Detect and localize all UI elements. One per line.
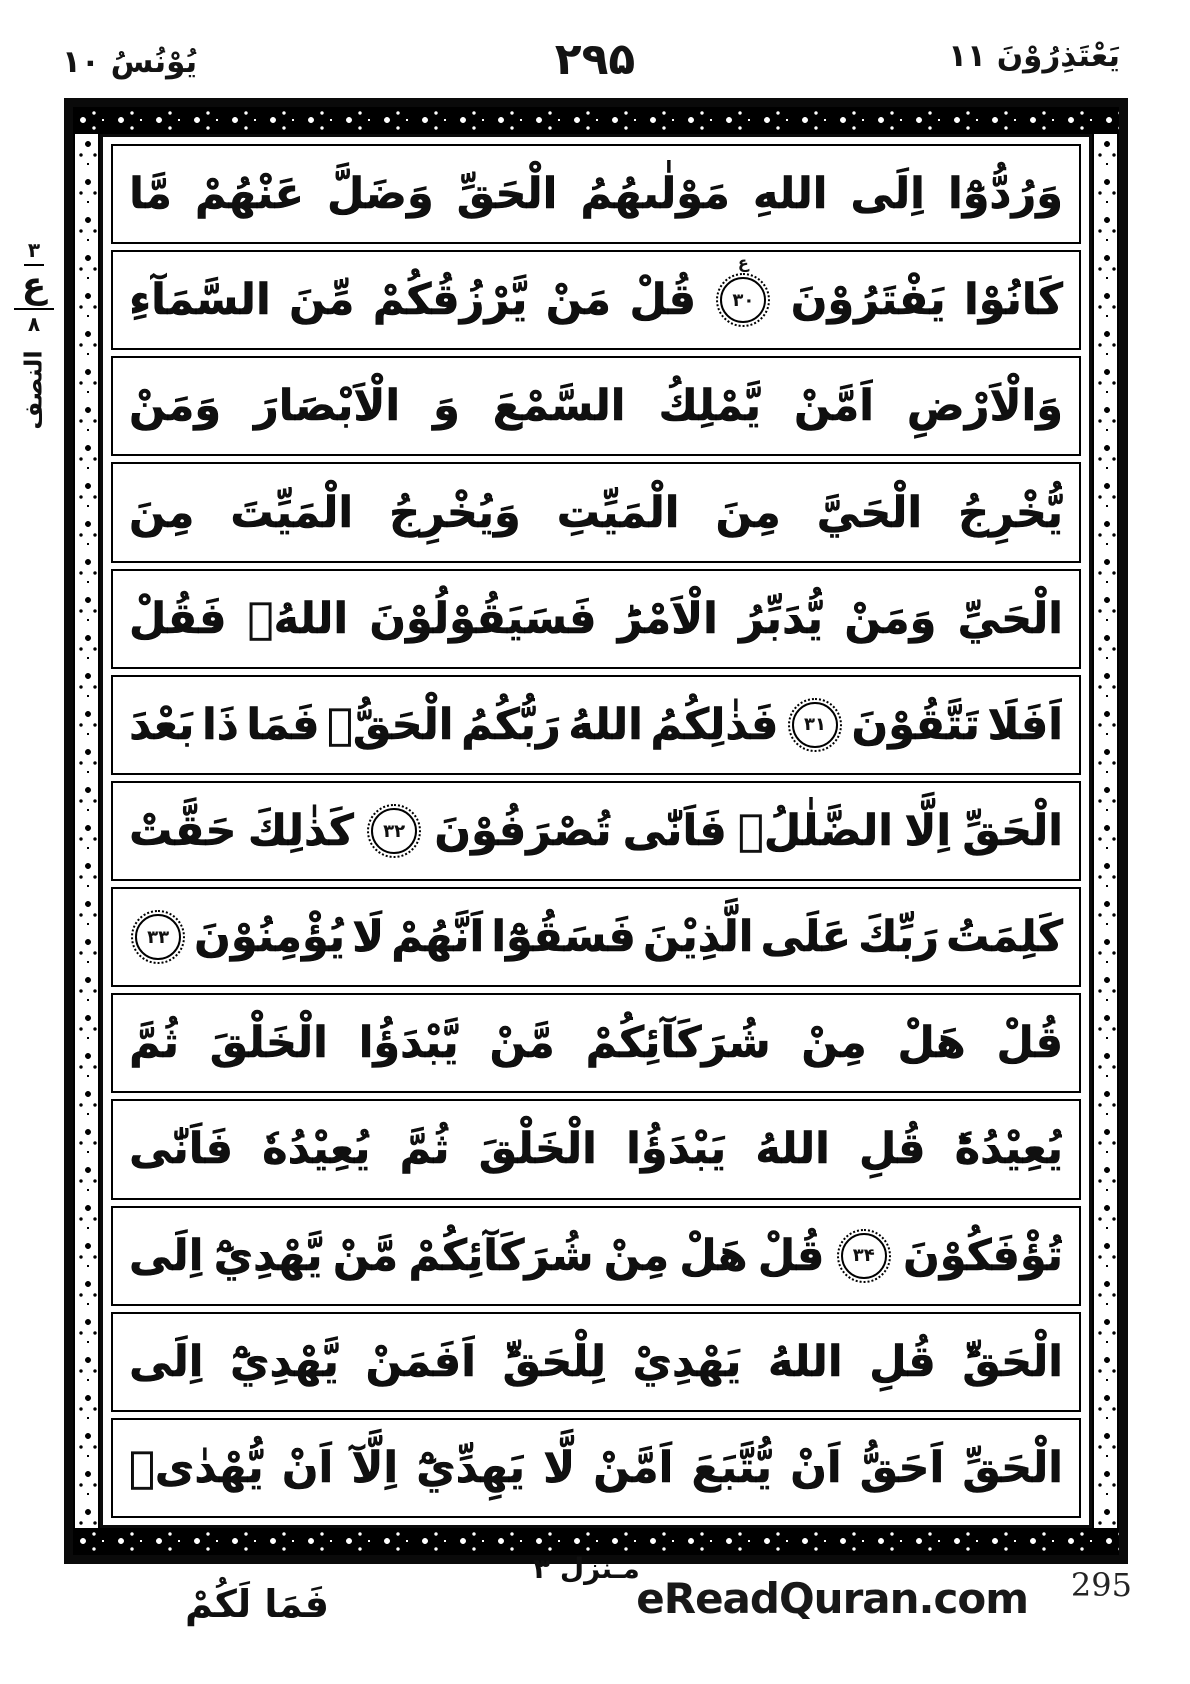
quran-word: وَالْاَرْضِ: [906, 381, 1063, 432]
quran-word: رَبِّكَ: [858, 912, 940, 963]
quran-word: اللهُ: [768, 1336, 843, 1387]
quran-word: مَّا: [129, 169, 172, 220]
quran-line: [111, 1206, 1081, 1306]
quran-word: اَمَّنْ: [793, 381, 874, 432]
quran-line: [111, 993, 1081, 1093]
half-juz-label: النصف: [19, 349, 48, 430]
quran-word: ذَا: [201, 699, 239, 750]
quran-word: الْمَيِّتِ: [556, 487, 680, 538]
quran-word: السَّمَآءِ: [129, 275, 271, 326]
quran-word: يَّبْدَؤُا: [358, 1018, 459, 1069]
header-page-number-arabic: ۲۹۵: [554, 34, 636, 85]
quran-line: [111, 356, 1081, 456]
ayah-end-marker: ۳۳: [135, 914, 181, 960]
quran-word: اَفَمَنْ: [365, 1336, 476, 1387]
quran-word: اللهُۚ: [247, 593, 349, 644]
quran-word: اَفَلَا: [987, 699, 1063, 750]
quran-word: قُلِ: [869, 1336, 936, 1387]
quran-word: الْمَيِّتَ: [230, 487, 354, 538]
quran-word: وَيُخْرِجُ: [389, 487, 521, 538]
header-catchword-right: يَعْتَذِرُوْنَ ۱۱: [948, 38, 1120, 74]
ain-ruku-icon: ع: [14, 266, 55, 310]
quran-word: وَمَنْ: [844, 593, 937, 644]
quran-word: هَلْ: [679, 1230, 748, 1281]
quran-word: الْخَلْقَ: [478, 1124, 597, 1175]
quran-word: لَّا: [543, 1442, 576, 1493]
quran-word: وَرُدُّوْٓا: [947, 169, 1063, 220]
quran-word: فَقُلْ: [129, 593, 227, 644]
quran-word: اللهِ: [752, 169, 828, 220]
quran-word: مِنْ: [603, 1230, 670, 1281]
quran-word: يَّرْزُقُكُمْ: [372, 275, 528, 326]
quran-word: لِلْحَقِّؕ: [502, 1336, 607, 1387]
ornament-band-bottom: [73, 1528, 1119, 1555]
ornament-band-left: [73, 134, 100, 1528]
quran-word: الْحَيِّ: [957, 593, 1063, 644]
footer-manzil-label: مـنزل ٣: [533, 1552, 640, 1585]
quran-word: الضَّلٰلُۖ: [738, 806, 894, 857]
quran-word: الْاَبْصَارَ: [253, 381, 401, 432]
ayah-end-marker: ۳۴: [841, 1233, 887, 1279]
footer-page-number: 295: [1070, 1566, 1132, 1604]
quran-word: يَّمْلِكُ: [658, 381, 762, 432]
quran-word: بَعْدَ: [129, 699, 195, 750]
quran-word: الْحَقِّ: [456, 169, 558, 220]
quran-word: فَسَيَقُوْلُوْنَ: [369, 593, 597, 644]
quran-word: شُرَكَآئِكُمْ: [408, 1230, 594, 1281]
quran-word: وَضَلَّ: [327, 169, 434, 220]
quran-line: [111, 1418, 1081, 1518]
quran-word: مَوْلٰىهُمُ: [580, 169, 730, 220]
quran-word: تُصْرَفُوْنَ: [434, 806, 612, 857]
ayah-end-marker: ۳۱: [792, 702, 838, 748]
quran-word: يُّخْرِجُ: [958, 487, 1063, 538]
quran-line: [111, 887, 1081, 987]
quran-word: قُلْ: [629, 275, 696, 326]
quran-word: قُلْ: [996, 1018, 1063, 1069]
margin-ruku-marker: [6, 238, 62, 430]
quran-word: فَسَقُوْٓا: [491, 912, 636, 963]
quran-word: مِنْ: [801, 1018, 867, 1069]
quran-word: عَنْهُمْ: [194, 169, 304, 220]
quran-word: ثُمَّ: [399, 1124, 450, 1175]
quran-word: رَبُّكُمُ: [461, 699, 561, 750]
quran-word: يَبْدَؤُا: [626, 1124, 727, 1175]
quran-line: [111, 144, 1081, 244]
quran-word: مِّنَ: [289, 275, 355, 326]
quran-word: اَمَّنْ: [593, 1442, 674, 1493]
ornament-band-right: [1092, 134, 1119, 1528]
quran-word: مَنْ: [545, 275, 612, 326]
quran-line: [111, 781, 1081, 881]
quran-word: شُرَكَآئِكُمْ: [585, 1018, 771, 1069]
quran-word: الْحَقِّ: [962, 1442, 1063, 1493]
quran-line: [111, 462, 1081, 562]
ruku-lower-number: ۸: [27, 311, 41, 336]
quran-word: يُعِيْدُهٗ: [262, 1124, 371, 1175]
quran-word: الْحَقِّؕ: [962, 1336, 1063, 1387]
quran-word: مِنَ: [715, 487, 781, 538]
quran-word: هَلْ: [897, 1018, 966, 1069]
quran-word: السَّمْعَ: [492, 381, 626, 432]
quran-line: [111, 250, 1081, 350]
quran-word: مَّنْ: [489, 1018, 555, 1069]
quran-word: يَفْتَرُوْنَ: [790, 275, 946, 326]
quran-word: اِلَّا: [904, 806, 952, 857]
quran-line: [111, 675, 1081, 775]
quran-word: اللهُ: [755, 1124, 830, 1175]
quran-word: كَانُوْا: [964, 275, 1063, 326]
quran-word: تَتَّقُوْنَ: [851, 699, 980, 750]
quran-word: مِنَ: [129, 487, 195, 538]
quran-word: يَهْدِيْ: [632, 1336, 742, 1387]
quran-word: قُلِ: [859, 1124, 926, 1175]
quran-word: وَمَنْ: [129, 381, 222, 432]
quran-word: حَقَّتْ: [129, 806, 237, 857]
quran-word: الْحَقِّ: [962, 806, 1063, 857]
ornament-band-top: [73, 107, 1119, 134]
quran-word: فَاَنّٰى: [622, 806, 727, 857]
quran-line: [111, 1312, 1081, 1412]
quran-word: يَّهْدِيْٓ: [230, 1336, 339, 1387]
ayah-end-marker: ۳۲: [371, 808, 417, 854]
quran-word: يُّدَبِّرُ: [739, 593, 824, 644]
quran-word: يَّهْدِيْٓ: [213, 1230, 323, 1281]
ruku-ain-icon: ع: [737, 253, 749, 273]
quran-word: عَلَى: [760, 912, 852, 963]
quran-word: يُّتَّبَعَ: [691, 1442, 773, 1493]
quran-word: فَذٰلِكُمُ: [650, 699, 779, 750]
quran-word: لَا: [352, 912, 385, 963]
quran-word: يُّهْدٰىۚ: [129, 1442, 264, 1493]
footer-website-label: eReadQuran.com: [636, 1574, 1028, 1623]
quran-word: وَ: [433, 381, 460, 432]
quran-text-block: [100, 134, 1092, 1528]
quran-word: تُؤْفَكُوْنَ: [903, 1230, 1063, 1281]
quran-word: الْحَقُّۚ: [327, 699, 454, 750]
quran-word: الْاَمْرَؕ: [617, 593, 718, 644]
quran-word: قُلْ: [757, 1230, 825, 1281]
ayah-end-marker: ۳۰ ع: [720, 277, 766, 323]
quran-word: اِلَى: [850, 169, 925, 220]
quran-line: [111, 569, 1081, 669]
quran-word: كَذٰلِكَ: [247, 806, 354, 857]
quran-word: اللهُ: [568, 699, 643, 750]
quran-word: اِلَى: [129, 1336, 204, 1387]
footer-catchword-next-page: فَمَا لَكُمْ: [185, 1582, 330, 1626]
quran-word: الَّذِيْنَ: [642, 912, 754, 963]
quran-word: الْخَلْقَ: [209, 1018, 328, 1069]
quran-word: كَلِمَتُ: [946, 912, 1063, 963]
header-surah-name: يُوْنُسُ ۱۰: [62, 44, 198, 80]
quran-word: اَحَقُّ: [859, 1442, 945, 1493]
quran-word: ثُمَّ: [129, 1018, 179, 1069]
quran-word: يَهِدِّيْٓ: [416, 1442, 526, 1493]
quran-word: فَاَنّٰى: [129, 1124, 234, 1175]
quran-line: [111, 1099, 1081, 1199]
quran-word: اَنَّهُمْ: [391, 912, 485, 963]
quran-word: فَمَا: [246, 699, 320, 750]
quran-word: يُؤْمِنُوْنَ: [194, 912, 346, 963]
ruku-number: ٣: [24, 238, 44, 266]
quran-word: اَنْ: [281, 1442, 334, 1493]
quran-word: اِلَّآ: [351, 1442, 399, 1493]
quran-word: مَّنْ: [332, 1230, 399, 1281]
decorative-border-frame: [64, 98, 1128, 1564]
quran-word: اِلَى: [129, 1230, 204, 1281]
quran-word: الْحَيَّ: [816, 487, 923, 538]
quran-word: اَنْ: [790, 1442, 842, 1493]
quran-word: يُعِيْدُهٗؕ: [954, 1124, 1063, 1175]
